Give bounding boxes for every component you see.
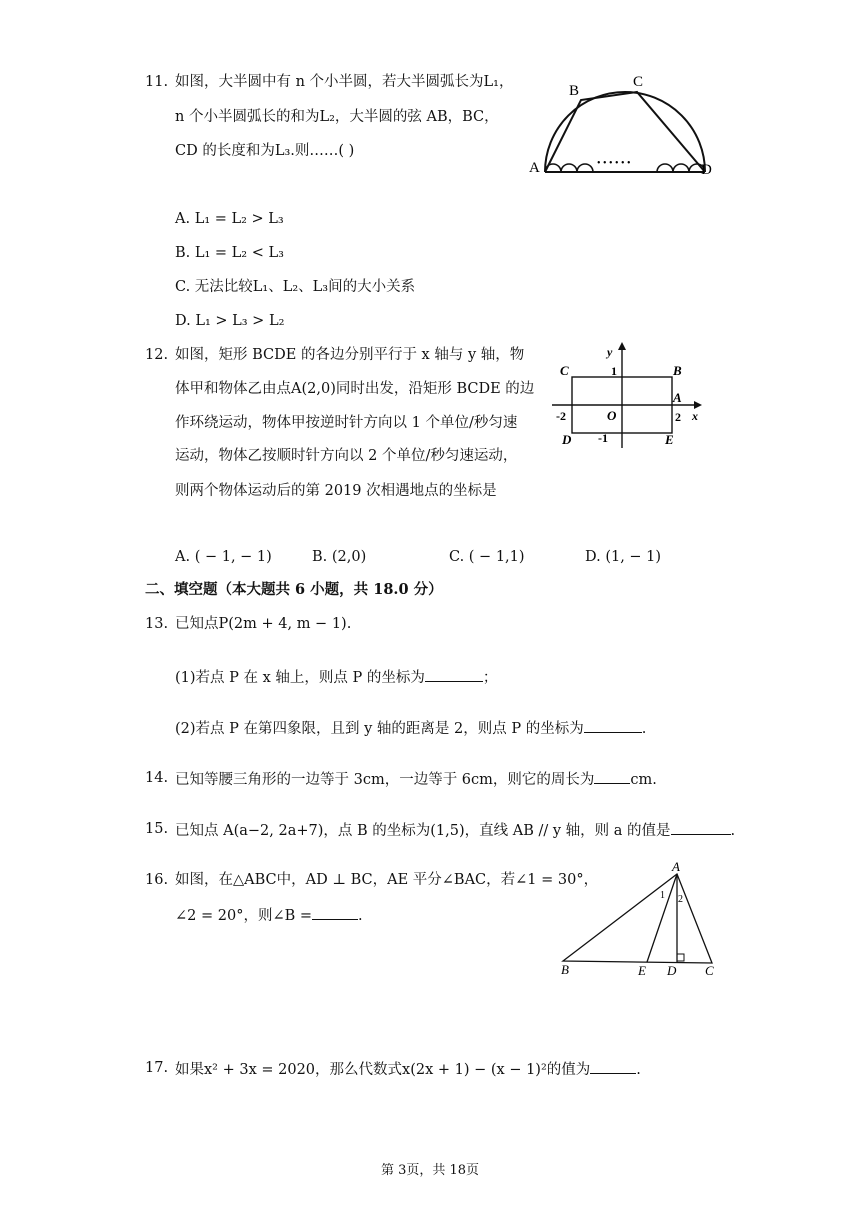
q14-number: 14. bbox=[145, 770, 169, 786]
label-2: 2 bbox=[678, 894, 683, 905]
label-E: E bbox=[638, 963, 646, 978]
label-x: x bbox=[692, 409, 698, 423]
q13-part2-text: (2)若点 P 在第四象限，且到 y 轴的距离是 2，则点 P 的坐标为 bbox=[175, 721, 584, 737]
answer-blank[interactable] bbox=[425, 666, 483, 682]
q11-option-d: D. L₁ > L₃ > L₂ bbox=[175, 313, 285, 329]
q12-line-5: 则两个物体运动后的第 2019 次相遇地点的坐标是 bbox=[175, 483, 497, 499]
q12-option-d: D. (1, − 1) bbox=[585, 549, 662, 565]
label-B: B bbox=[673, 363, 682, 378]
label-y: y bbox=[607, 345, 613, 359]
label-B: B bbox=[561, 962, 569, 977]
q12-option-c: C. ( − 1,1) bbox=[449, 549, 525, 565]
answer-blank[interactable] bbox=[671, 819, 731, 835]
q16-number: 16. bbox=[145, 872, 169, 888]
answer-blank[interactable] bbox=[590, 1058, 636, 1074]
q13-part1-text: (1)若点 P 在 x 轴上，则点 P 的坐标为 bbox=[175, 670, 425, 686]
label-D: D bbox=[667, 963, 677, 978]
label-A: A bbox=[672, 859, 680, 874]
q17-end: . bbox=[636, 1062, 641, 1078]
q11-option-c: C. 无法比较L₁、L₂、L₃间的大小关系 bbox=[175, 279, 416, 295]
label-A: A bbox=[673, 390, 682, 405]
q14-text bbox=[175, 768, 657, 790]
label-neg1: -1 bbox=[598, 431, 608, 445]
dots: • • • • • • bbox=[597, 158, 631, 169]
label-neg2: -2 bbox=[556, 409, 566, 423]
q15-body: 已知点 A(a−2, 2a+7)，点 B 的坐标为(1,5)，直线 AB // y 轴，则 a 的值是 bbox=[175, 823, 671, 839]
label-C: C bbox=[560, 363, 569, 378]
label-O: O bbox=[607, 408, 617, 423]
q15-text bbox=[175, 819, 735, 841]
label-D: D bbox=[701, 162, 712, 178]
q16-triangle-figure bbox=[555, 858, 725, 983]
q11-line-3: CD 的长度和为L₃.则……( ) bbox=[175, 143, 355, 159]
q11-option-b: B. L₁ = L₂ < L₃ bbox=[175, 245, 284, 261]
q11-number: 11. bbox=[145, 74, 169, 90]
q16-end: . bbox=[358, 908, 363, 924]
q12-number: 12. bbox=[145, 347, 169, 363]
q13-part1-end: ； bbox=[482, 670, 498, 686]
q12-line-4: 运动，物体乙按顺时针方向以 2 个单位/秒匀速运动， bbox=[175, 448, 518, 464]
q17-number: 17. bbox=[145, 1060, 169, 1076]
label-1: 1 bbox=[611, 364, 617, 378]
q17-body: 如果x² + 3x = 2020，那么代数式x(2x + 1) − (x − 1)²的值为 bbox=[175, 1062, 591, 1078]
label-C: C bbox=[705, 963, 714, 978]
answer-blank[interactable] bbox=[584, 717, 642, 733]
answer-blank[interactable] bbox=[594, 768, 630, 784]
answer-blank[interactable] bbox=[312, 904, 358, 920]
q14-body: 已知等腰三角形的一边等于 3cm，一边等于 6cm，则它的周长为 bbox=[175, 772, 595, 788]
q14-end: cm. bbox=[630, 772, 657, 788]
q16-line-2 bbox=[175, 904, 363, 926]
q11-line-2: n 个小半圆弧长的和为L₂，大半圆的弦 AB，BC， bbox=[175, 109, 499, 125]
q12-option-b: B. (2,0) bbox=[312, 549, 367, 565]
q11-option-a: A. L₁ = L₂ > L₃ bbox=[175, 211, 284, 227]
label-D: D bbox=[562, 432, 572, 447]
label-B: B bbox=[569, 83, 580, 99]
label-A: A bbox=[529, 160, 540, 176]
q12-line-3: 作环绕运动，物体甲按逆时针方向以 1 个单位/秒匀速 bbox=[175, 415, 518, 431]
q12-line-1: 如图，矩形 BCDE 的各边分别平行于 x 轴与 y 轴，物 bbox=[175, 347, 525, 363]
q13-part2-end: . bbox=[641, 721, 647, 737]
q12-rectangle-figure bbox=[550, 340, 710, 452]
q15-end: . bbox=[730, 823, 736, 839]
label-1: 1 bbox=[660, 890, 665, 901]
label-E: E bbox=[665, 432, 674, 447]
q13-stem: 已知点P(2m + 4, m − 1). bbox=[175, 616, 352, 632]
page-footer: 第 3页，共 18页 bbox=[380, 1163, 480, 1178]
q16-line-1: 如图，在△ABC中，AD ⊥ BC，AE 平分∠BAC，若∠1 = 30°， bbox=[175, 872, 599, 888]
label-2: 2 bbox=[675, 410, 681, 424]
q13-part1 bbox=[175, 666, 497, 688]
q11-line-1: 如图，大半圆中有 n 个小半圆，若大半圆弧长为L₁， bbox=[175, 74, 514, 90]
q16-line-2-text: ∠2 = 20°，则∠B = bbox=[175, 908, 313, 924]
q13-part2 bbox=[175, 717, 646, 739]
triangle-abc bbox=[563, 874, 712, 963]
q11-semicircle-figure bbox=[525, 60, 715, 185]
right-angle-mark bbox=[677, 954, 684, 961]
section-heading: 二、填空题（本大题共 6 小题，共 18.0 分） bbox=[145, 581, 443, 598]
q12-line-2: 体甲和物体乙由点A(2,0)同时出发，沿矩形 BCDE 的边 bbox=[175, 381, 535, 397]
q12-option-a: A. ( − 1, − 1) bbox=[175, 549, 272, 565]
q17-text bbox=[175, 1058, 641, 1080]
q13-number: 13. bbox=[145, 616, 169, 632]
segment-ae bbox=[647, 874, 677, 962]
label-C: C bbox=[633, 74, 644, 90]
q15-number: 15. bbox=[145, 821, 169, 837]
